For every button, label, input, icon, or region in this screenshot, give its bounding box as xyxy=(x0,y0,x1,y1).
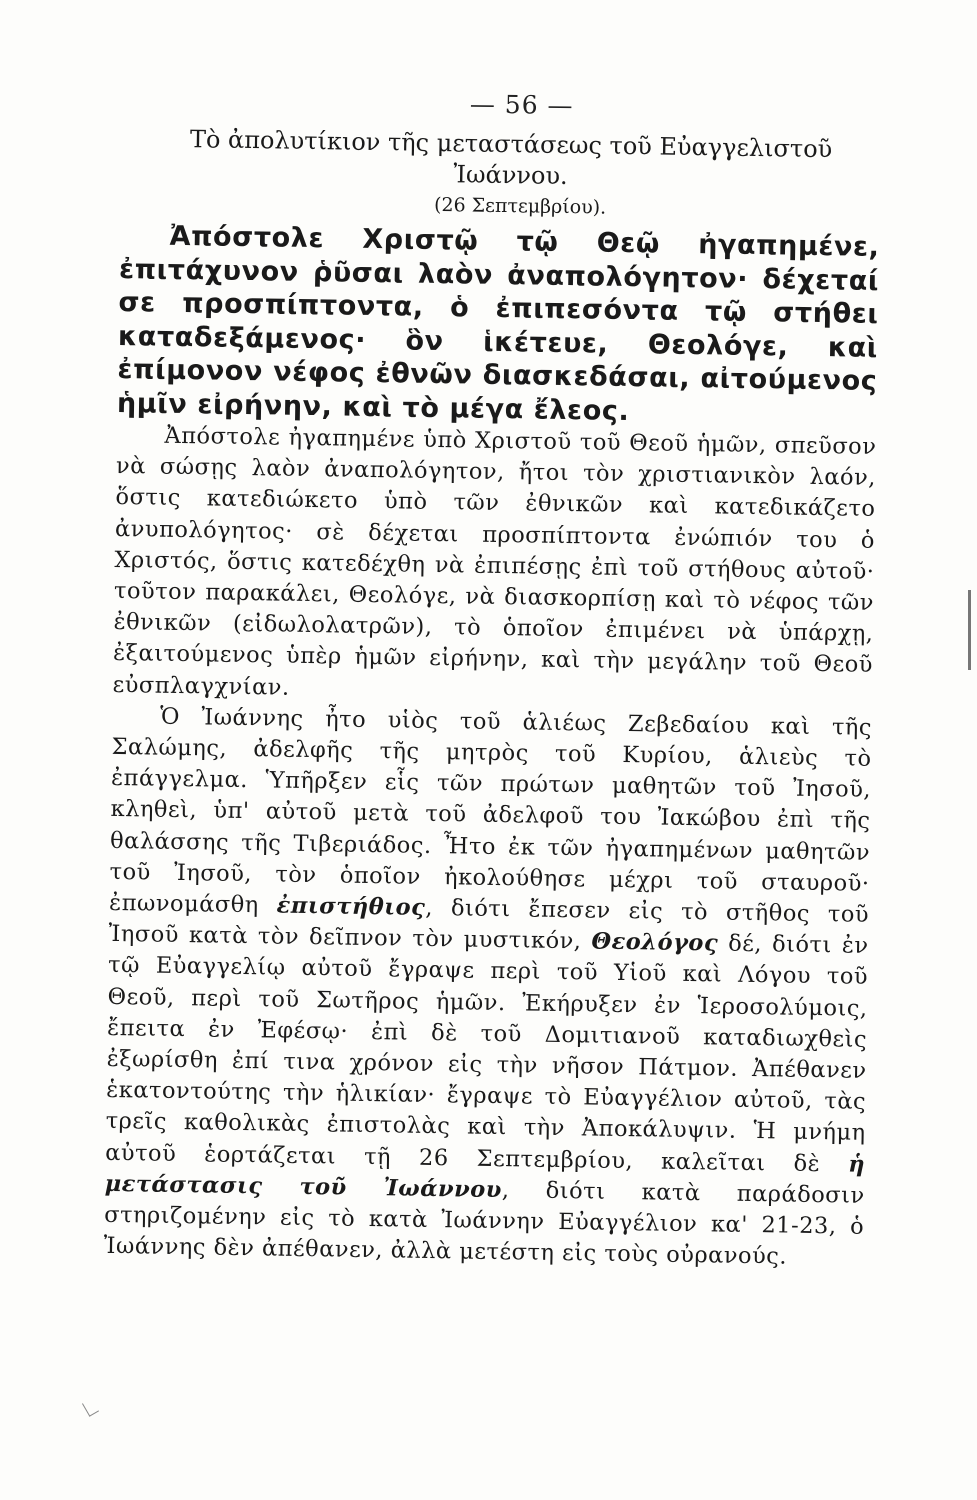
hymn-text: Ἀπόστολε Χριστῷ τῷ Θεῷ ἠγαπημένε, ἐπιτάχυνον ῥῦσαι λαὸν ἀναπολόγητον· δέχεταί σε προσπίπτοντα, ὁ ἐπιπεσόντα τῷ στήθει καταδεξάμενος· ὃν ἱκέτευε, Θεολόγε, καὶ ἐπίμονον νέφος ἐθνῶν διασκεδάσαι, αἰτούμενος ἡμῖν εἰρήνην, καὶ τὸ μέγα ἔλεος. xyxy=(116,220,880,427)
paraphrase-paragraph: Ἀπόστολε ἠγαπημένε ὑπὸ Χριστοῦ τοῦ Θεοῦ ἡμῶν, σπεῦσον νὰ σώσῃς λαὸν ἀναπολόγητον, ἤτοι τὸν χριστιανικὸν λαόν, ὅστις κατεδιώκετο ὑπὸ τῶν ἐθνικῶν καὶ κατεδικάζετο ἀνυπολόγητος· σὲ δέχεται προσπίπτοντα ἐνώπιόν του ὁ Χριστός, ὅστις κατεδέχθη νὰ ἐπιπέσῃς ἐπὶ τοῦ στήθους αὐτοῦ· τοῦτον παρακάλει, Θεολόγε, νὰ διασκορπίσῃ καὶ τὸ νέφος τῶν ἐθνικῶν (εἰδωλολατρῶν), τὸ ὁποῖον ἐπιμένει νὰ ὑπάρχῃ, ἐξαιτούμενος ὑπὲρ ἡμῶν εἰρήνην, καὶ τὴν μεγάλην τοῦ Θεοῦ εὐσπλαγχνίαν. xyxy=(112,422,877,701)
biography-text-3: δέ, διότι ἐν τῷ Εὐαγγελίῳ αὐτοῦ ἔγραψε περὶ τοῦ Υἱοῦ καὶ Λόγου τοῦ Θεοῦ, περὶ τοῦ Σωτῆρος ἡμῶν. Ἐκήρυξεν ἐν Ἱεροσολύμοις, ἔπειτα ἐν Ἐφέσῳ· ἐπὶ δὲ τοῦ Δομιτιανοῦ καταδιωχθεὶς ἐξωρίσθη ἐπί τινα χρόνον εἰς τὴν νῆσον Πάτμον. Ἀπέθανεν ἑκατοντούτης τὴν ἡλικίαν· ἔγραψε τὸ Εὐαγγέλιον αὐτοῦ, τὰς τρεῖς καθολικὰς ἐπιστολὰς καὶ τὴν Ἀποκάλυψιν. Ἡ μνήμη αὐτοῦ ἑορτάζεται τῇ 26 Σεπτεμβρίου, καλεῖται δὲ xyxy=(105,930,869,1178)
page-edge-mark xyxy=(968,590,971,670)
term-epistethios: ἐπιστήθιος xyxy=(276,892,426,921)
term-metastasis: ἡ μετάστασις τοῦ Ἰωάννου xyxy=(104,1151,866,1203)
biography-text-1: Ὁ Ἰωάννης ἦτο υἱὸς τοῦ ἁλιέως Ζεβεδαίου καὶ τῆς Σαλώμης, ἀδελφῆς τῆς μητρὸς τοῦ Κυρίου, ἁλιεὺς τὸ ἐπάγγελμα. Ὑπῆρξεν εἷς τῶν πρώτων μαθητῶν τοῦ Ἰησοῦ, κληθεὶ, ὑπ' αὐτοῦ μετὰ τοῦ ἀδελφοῦ του Ἰακώβου ἐπὶ τῆς θαλάσσης τῆς Τιβεριάδος. Ἦτο ἐκ τῶν ἠγαπημένων μαθητῶν τοῦ Ἰησοῦ, τὸν ὁποῖον ἠκολούθησε μέχρι τοῦ σταυροῦ· ἐπωνομάσθη xyxy=(108,703,873,919)
biography-text-4: , διότι κατὰ παράδοσιν στηριζομένην εἰς τὸ κατὰ Ἰωάννην Εὐαγγέλιον κα' 21-23, ὁ Ἰωάννης δὲν ἀπέθανεν, ἀλλὰ μετέστη εἰς τοὺς οὐρανούς. xyxy=(103,1176,865,1270)
page-number: — 56 — xyxy=(469,89,574,121)
page-content xyxy=(103,84,881,1274)
margin-mark xyxy=(82,1398,99,1416)
biography-text-2: , διότι ἔπεσεν εἰς τὸ στῆθος τοῦ Ἰησοῦ κατὰ τὸν δεῖπνον τὸν μυστικόν, xyxy=(108,894,870,955)
term-theologos: Θεολόγος xyxy=(591,928,719,957)
hymn-date: (26 Σεπτεμβρίου). xyxy=(433,193,607,219)
biography-paragraph xyxy=(103,701,872,1275)
hymn-title: Τὸ ἀπολυτίκιον τῆς μεταστάσεως τοῦ Εὐαγγελιστοῦ Ἰωάννου. xyxy=(189,125,833,191)
